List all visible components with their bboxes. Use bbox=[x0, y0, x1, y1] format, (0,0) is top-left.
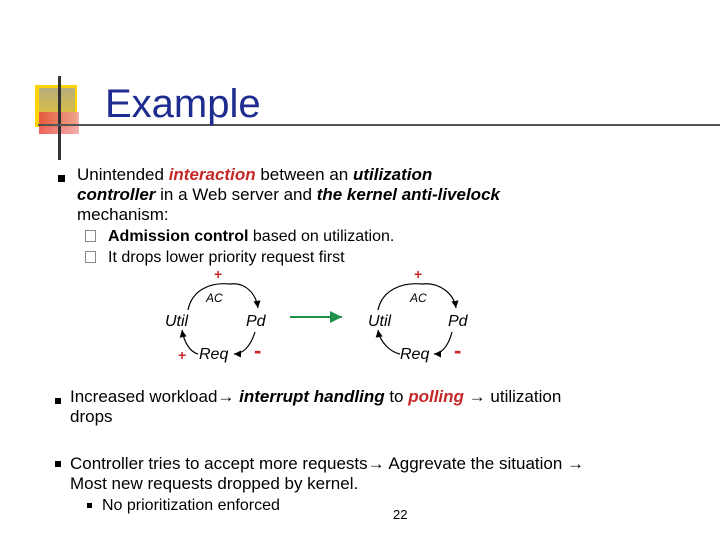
text: Increased workload bbox=[70, 387, 218, 406]
bold-text: Admission control bbox=[108, 228, 249, 245]
bullet-1-line-3: mechanism: bbox=[77, 205, 169, 224]
text: Aggrevate the situation bbox=[384, 454, 568, 473]
square-bullet-icon bbox=[55, 398, 61, 404]
right-arrow-icon: → bbox=[367, 454, 385, 473]
bullet-1-line-2 bbox=[77, 185, 500, 205]
left-ac-label: AC bbox=[206, 291, 223, 305]
left-plus-bottom: + bbox=[178, 347, 187, 363]
sub-bullet-2: It drops lower priority request first bbox=[108, 249, 345, 266]
bullet-2-line-1 bbox=[70, 387, 561, 407]
emphasis: polling bbox=[408, 387, 464, 406]
bullet-3-line-2: Most new requests dropped by kernel. bbox=[70, 474, 359, 493]
square-bullet-icon bbox=[55, 461, 61, 467]
checkbox-bullet-icon bbox=[85, 251, 96, 263]
text: based on utilization. bbox=[248, 228, 395, 245]
right-plus-top: + bbox=[414, 266, 423, 282]
emphasis: the kernel anti-livelock bbox=[316, 185, 500, 204]
left-plus-top: + bbox=[214, 266, 223, 282]
emphasis: controller bbox=[77, 185, 156, 204]
text: Controller tries to accept more requests bbox=[70, 454, 368, 473]
bullet-2-line-2: drops bbox=[70, 407, 113, 426]
right-req-to-util-arrow bbox=[378, 330, 400, 354]
right-pd-to-req-arrow bbox=[434, 332, 452, 354]
slide-title: Example bbox=[105, 82, 261, 126]
checkbox-bullet-icon bbox=[85, 230, 96, 242]
emphasis: interaction bbox=[168, 165, 256, 184]
left-pd-label: Pd bbox=[246, 313, 266, 330]
left-util-label: Util bbox=[165, 313, 189, 330]
square-bullet-icon bbox=[58, 175, 65, 182]
right-ac-label: AC bbox=[410, 291, 427, 305]
emphasis: interrupt handling bbox=[239, 387, 385, 406]
bullet-3-line-1 bbox=[70, 454, 584, 474]
right-arrow-icon: → bbox=[567, 454, 585, 473]
left-ac-to-pd-arrow bbox=[230, 284, 258, 308]
right-minus: - bbox=[454, 338, 462, 363]
text: to bbox=[384, 387, 409, 406]
right-req-label: Req bbox=[400, 346, 430, 363]
text: utilization bbox=[485, 387, 562, 406]
decorative-vertical-line bbox=[58, 76, 61, 160]
feedback-loop-diagram bbox=[150, 262, 490, 370]
sub-bullet-1 bbox=[108, 227, 394, 246]
text: between an bbox=[255, 165, 353, 184]
page-number: 22 bbox=[393, 507, 408, 522]
left-pd-to-req-arrow bbox=[234, 332, 255, 354]
left-minus: - bbox=[254, 338, 262, 363]
bullet-1-line-1 bbox=[77, 165, 432, 185]
right-util-label: Util bbox=[368, 313, 392, 330]
left-req-label: Req bbox=[199, 346, 229, 363]
sub-bullet-3: No prioritization enforced bbox=[102, 497, 280, 514]
right-arrow-icon: → bbox=[463, 387, 486, 406]
text: Unintended bbox=[77, 165, 169, 184]
text: in a Web server and bbox=[155, 185, 317, 204]
right-arrow-icon: → bbox=[217, 387, 240, 406]
emphasis: utilization bbox=[352, 165, 433, 184]
right-pd-label: Pd bbox=[448, 313, 468, 330]
square-bullet-icon bbox=[87, 503, 92, 508]
right-ac-to-pd-arrow bbox=[422, 284, 456, 308]
